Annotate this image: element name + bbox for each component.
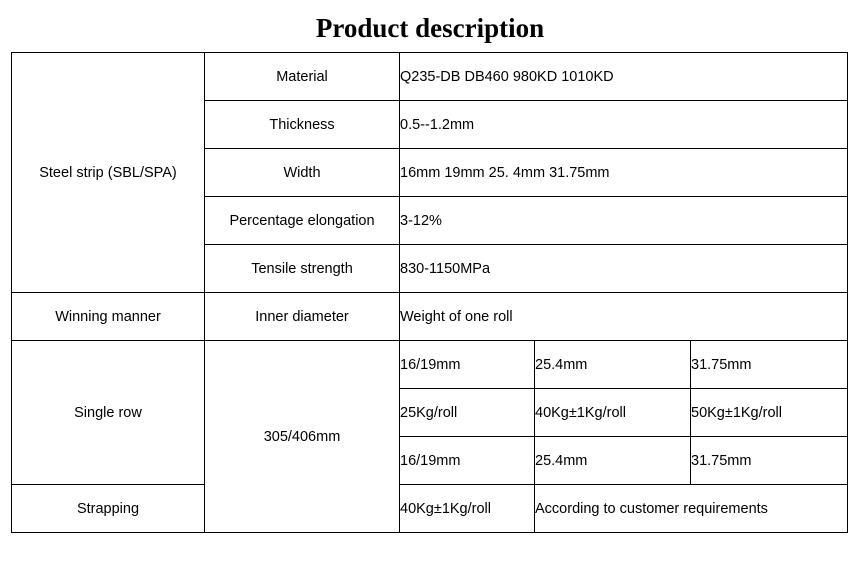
size-cell: 16/19mm bbox=[400, 437, 535, 485]
table-row-strapping bbox=[12, 485, 848, 533]
winning-manner-label: Winning manner bbox=[12, 293, 205, 341]
elongation-label: Percentage elongation bbox=[205, 197, 400, 245]
thickness-label: Thickness bbox=[205, 101, 400, 149]
page-title: Product description bbox=[315, 13, 545, 43]
product-spec-table bbox=[11, 52, 848, 533]
strapping-label: Strapping bbox=[12, 485, 205, 533]
thickness-value: 0.5--1.2mm bbox=[400, 101, 848, 149]
weight-cell: 25Kg/roll bbox=[400, 389, 535, 437]
tensile-value: 830-1150MPa bbox=[400, 245, 848, 293]
tensile-label: Tensile strength bbox=[205, 245, 400, 293]
weight-cell: 50Kg±1Kg/roll bbox=[691, 389, 848, 437]
diameter-value: 305/406mm bbox=[205, 341, 400, 533]
width-label: Width bbox=[205, 149, 400, 197]
size-cell: 25.4mm bbox=[535, 341, 691, 389]
elongation-value: 3-12% bbox=[400, 197, 848, 245]
weight-cell: 40Kg±1Kg/roll bbox=[535, 389, 691, 437]
table-row-winning-manner bbox=[12, 293, 848, 341]
strapping-weight: 40Kg±1Kg/roll bbox=[400, 485, 535, 533]
material-value: Q235-DB DB460 980KD 1010KD bbox=[400, 53, 848, 101]
size-cell: 16/19mm bbox=[400, 341, 535, 389]
single-row-label: Single row bbox=[12, 341, 205, 485]
material-label: Material bbox=[205, 53, 400, 101]
inner-diameter-label: Inner diameter bbox=[205, 293, 400, 341]
size-cell: 31.75mm bbox=[691, 341, 848, 389]
steel-strip-label: Steel strip (SBL/SPA) bbox=[12, 53, 205, 293]
strapping-note: According to customer requirements bbox=[535, 485, 848, 533]
width-value: 16mm 19mm 25. 4mm 31.75mm bbox=[400, 149, 848, 197]
table-row-material bbox=[12, 53, 848, 101]
roll-weight-label: Weight of one roll bbox=[400, 293, 848, 341]
size-cell: 25.4mm bbox=[535, 437, 691, 485]
size-cell: 31.75mm bbox=[691, 437, 848, 485]
table-row-single-row-sizes bbox=[12, 341, 848, 389]
